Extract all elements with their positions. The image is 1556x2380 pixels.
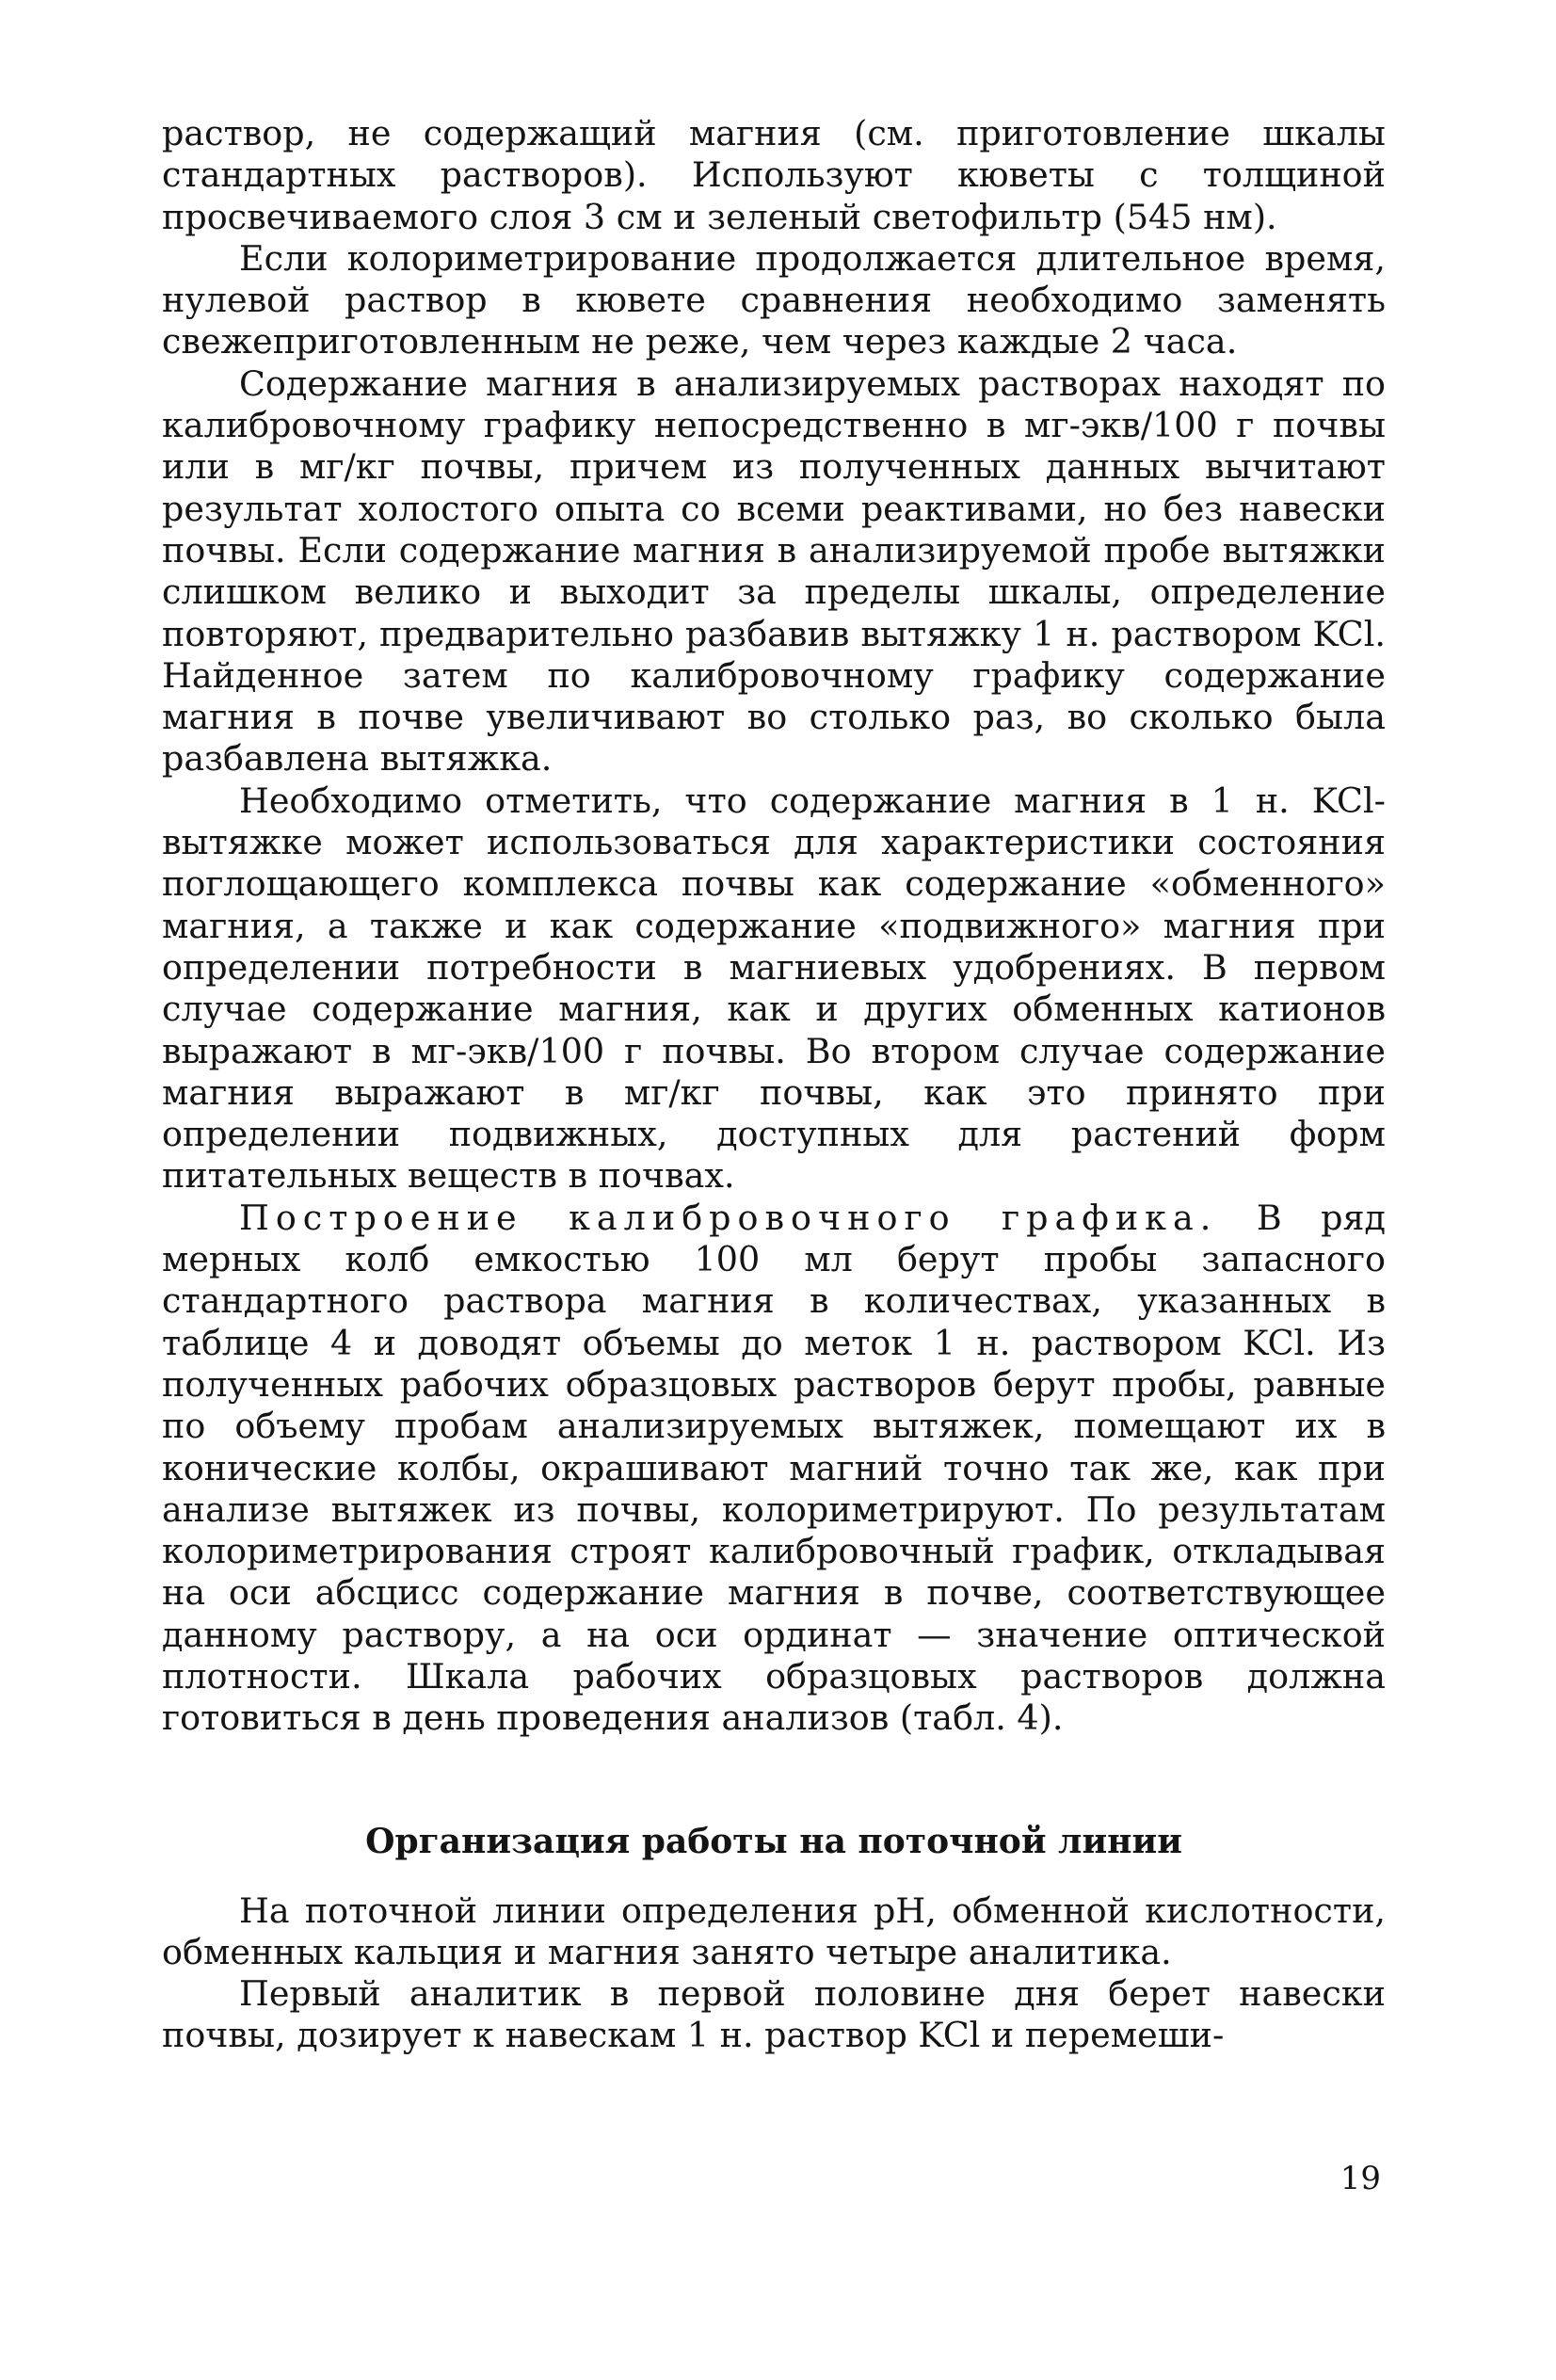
calibration-body: В ряд мерных колб емкостью 100 мл берут пробы запасного стандартного раствора магния в количествах, указанных в таблице 4 и доводят объемы до меток 1 н. раствором KCl. Из полученных рабочих образцовых растворов берут пробы, равные по объему пробам анализируемых вытяжек, помещают их в конические колбы, окрашивают магний точно так же, как при анализе вытяжек из почвы, колориметрируют. По результатам колориметрирования строят калибровочный график, откладывая на оси абсцисс содержание магния в почве, соответствующее данному раствору, а на оси ординат — значение оптической плотности. Шкала рабочих образцовых растворов должна готовиться в день проведения анализов (табл. 4).: [162, 1197, 1386, 1739]
paragraph-continuation: раствор, не содержащий магния (см. приготовление шкалы стандартных растворов). Используют кюветы с толщиной просвечиваемого слоя 3 см и зеленый светофильтр (545 нм).: [162, 113, 1386, 237]
paragraph-kcl-extract: Необходимо отметить, что содержание магния в 1 н. KCl-вытяжке может использоваться для характеристики состояния поглощающего комплекса почвы как содержание «обменного» магния, а также и как содержание «подвижного» магния при определении потребности в магниевых удобрениях. В первом случае содержание магния, как и других обменных катионов выражают в мг-экв/100 г почвы. Во втором случае содержание магния выражают в мг/кг почвы, как это принято при определении подвижных, доступных для растений форм питательных веществ в почвах.: [162, 780, 1386, 1197]
paragraph-zero-solution: Если колориметрирование продолжается длительное время, нулевой раствор в кювете сравнения необходимо заменять свежеприготовленным не реже, чем через каждые 2 часа.: [162, 237, 1386, 362]
calibration-spaced-title: Построение калибровочного графика.: [239, 1197, 1218, 1238]
paragraph-magnesium-content: Содержание магния в анализируемых растворах находят по калибровочному графику непосредственно в мг-экв/100 г почвы или в мг/кг почвы, причем из полученных данных вычитают результат холостого опыта со всеми реактивами, но без навески почвы. Если содержание магния в анализируемой пробе вытяжки слишком велико и выходит за пределы шкалы, определение повторяют, предварительно разбавив вытяжку 1 н. раствором KCl. Найденное затем по калибровочному графику содержание магния в почве увеличивают во столько раз, во сколько была разбавлена вытяжка.: [162, 362, 1386, 780]
section-heading: Организация работы на поточной линии: [365, 1821, 1182, 1861]
page-number: 19: [1339, 2160, 1381, 2197]
paragraph-calibration: [162, 1198, 1386, 1740]
text-column: [162, 113, 1386, 2057]
paragraph-first-analyst: Первый аналитик в первой половине дня берет навески почвы, дозирует к навескам 1 н. раствор KCl и перемеши-: [162, 1973, 1386, 2056]
paragraph-flow-line: На поточной линии определения pH, обменной кислотности, обменных кальция и магния занято четыре аналитика.: [162, 1890, 1386, 1972]
